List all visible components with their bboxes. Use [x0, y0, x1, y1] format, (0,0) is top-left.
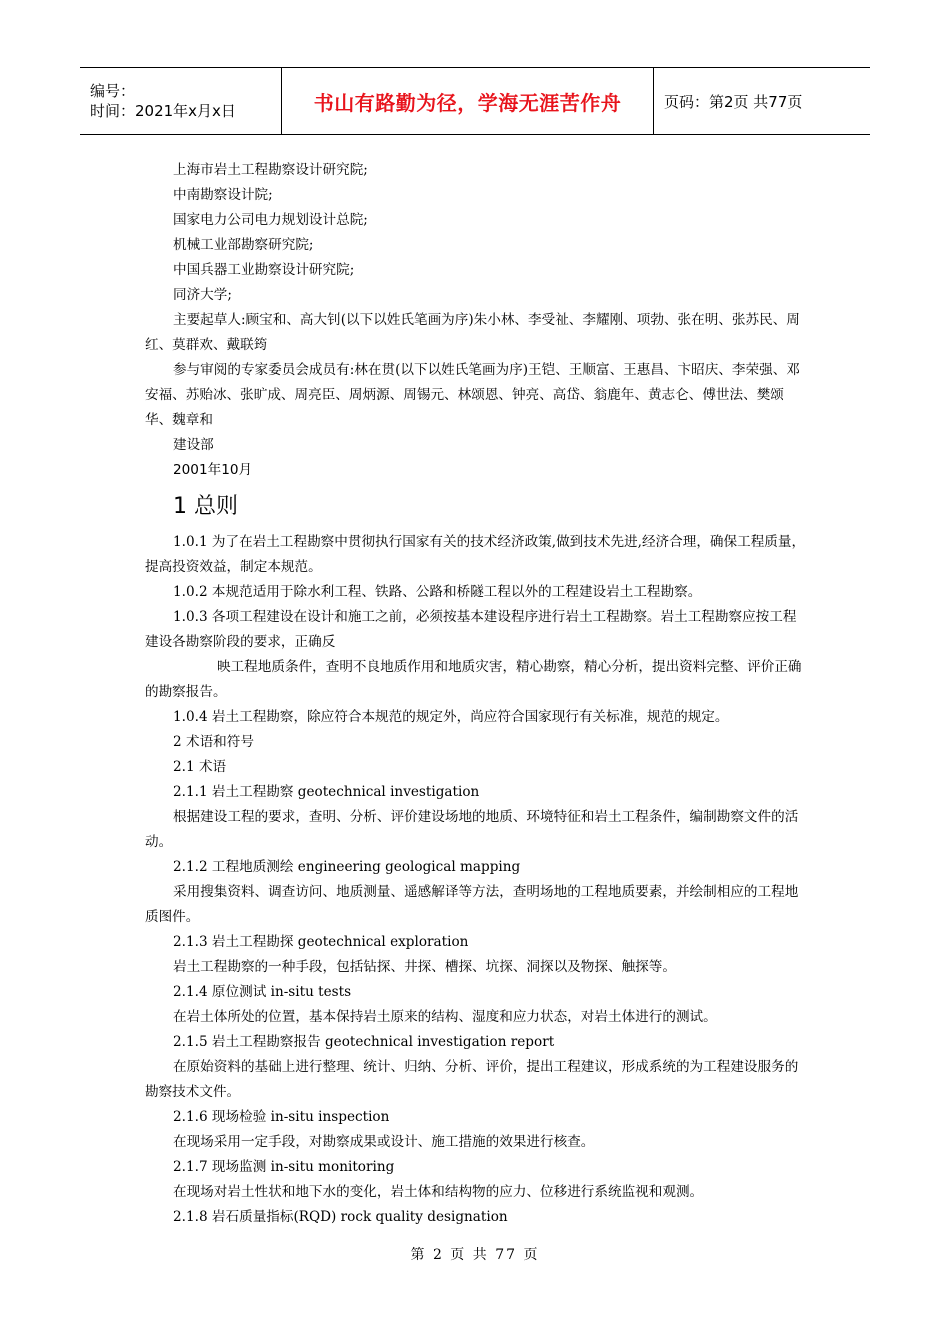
time-label: 时间：2021年x月x日 [90, 102, 236, 120]
org-line: 国家电力公司电力规划设计总院; [173, 212, 368, 228]
page-info: 页码：第2页 共77页 [664, 92, 803, 111]
term-2-1-6: 2.1.6 现场检验 in-situ inspection [173, 1109, 390, 1125]
motto-text: 书山有路勤为径，学海无涯苦作舟 [313, 90, 622, 115]
clause-1-0-2: 1.0.2 本规范适用于除水利工程、铁路、公路和桥隧工程以外的工程建设岩土工程勘察。 [173, 584, 702, 600]
page-header [80, 67, 870, 135]
definition-2-1-5: 在原始资料的基础上进行整理、统计、归纳、分析、评价，提出工程建议，形成系统的为工程建设服务的勘察技术文件。 [145, 1059, 799, 1100]
term-2-1-4: 2.1.4 原位测试 in-situ tests [173, 984, 352, 1000]
clause-1-0-4: 1.0.4 岩土工程勘察，除应符合本规范的规定外，尚应符合国家现行有关标准，规范的规定。 [173, 709, 729, 725]
header-left-cell [80, 68, 282, 134]
org-line: 中南勘察设计院; [173, 187, 273, 203]
definition-2-1-2: 采用搜集资料、调查访问、地质测量、遥感解译等方法，查明场地的工程地质要素，并绘制相应的工程地质图件。 [145, 884, 799, 925]
issue-date: 2001年10月 [173, 462, 253, 478]
clause-1-0-1: 1.0.1 为了在岩土工程勘察中贯彻执行国家有关的技术经济政策,做到技术先进,经济合理，确保工程质量，提高投资效益，制定本规范。 [145, 534, 806, 575]
header-page-cell [654, 68, 870, 134]
section-2-1-title: 2.1 术语 [173, 759, 227, 775]
document-body [145, 158, 810, 1230]
chapter-1-title: 1 总则 [173, 494, 238, 519]
definition-2-1-3: 岩土工程勘察的一种手段，包括钻探、井探、槽探、坑探、洞探以及物探、触探等。 [173, 959, 676, 975]
chapter-2-title: 2 术语和符号 [173, 734, 254, 750]
header-motto-cell [282, 68, 654, 134]
org-line: 同济大学; [173, 287, 232, 303]
term-2-1-2: 2.1.2 工程地质测绘 engineering geological mapping [173, 859, 521, 875]
term-2-1-3: 2.1.3 岩土工程勘探 geotechnical exploration [173, 934, 469, 950]
clause-1-0-3: 1.0.3 各项工程建设在设计和施工之前，必须按基本建设程序进行岩土工程勘察。岩土工程勘察应按工程建设各勘察阶段的要求，正确反 [145, 609, 797, 650]
definition-2-1-6: 在现场采用一定手段，对勘察成果或设计、施工措施的效果进行核查。 [173, 1134, 595, 1150]
drafters-paragraph: 主要起草人:顾宝和、高大钊(以下以姓氏笔画为序)朱小林、李受祉、李耀刚、项勃、张在明、张苏民、周红、莫群欢、戴联筠 [145, 312, 800, 353]
definition-2-1-1: 根据建设工程的要求，查明、分析、评价建设场地的地质、环境特征和岩土工程条件，编制勘察文件的活动。 [145, 809, 799, 850]
org-line: 上海市岩土工程勘察设计研究院; [173, 162, 368, 178]
reviewers-paragraph: 参与审阅的专家委员会成员有:林在贯(以下以姓氏笔画为序)王铠、王顺富、王惠昌、卞昭庆、李荣强、邓安福、苏贻冰、张旷成、周亮臣、周炳源、周锡元、林颂恩、钟亮、高岱、翁鹿年、黄志仑、傅世法、樊颂华、魏章和 [145, 362, 800, 428]
term-2-1-5: 2.1.5 岩土工程勘察报告 geotechnical investigation report [173, 1034, 555, 1050]
term-2-1-7: 2.1.7 现场监测 in-situ monitoring [173, 1159, 395, 1175]
number-label: 编号： [90, 82, 136, 100]
clause-1-0-3-continued: 映工程地质条件，查明不良地质作用和地质灾害，精心勘察，精心分析，提出资料完整、评价正确的勘察报告。 [145, 659, 802, 700]
issuer: 建设部 [173, 437, 214, 453]
term-2-1-1: 2.1.1 岩土工程勘察 geotechnical investigation [173, 784, 480, 800]
definition-2-1-4: 在岩土体所处的位置，基本保持岩土原来的结构、湿度和应力状态，对岩土体进行的测试。 [173, 1009, 717, 1025]
org-line: 中国兵器工业勘察设计研究院; [173, 262, 355, 278]
page-footer: 第 2 页 共 77 页 [410, 1247, 540, 1263]
definition-2-1-7: 在现场对岩土性状和地下水的变化，岩土体和结构物的应力、位移进行系统监视和观测。 [173, 1184, 704, 1200]
org-line: 机械工业部勘察研究院; [173, 237, 314, 253]
term-2-1-8: 2.1.8 岩石质量指标(RQD) rock quality designation [173, 1209, 508, 1225]
